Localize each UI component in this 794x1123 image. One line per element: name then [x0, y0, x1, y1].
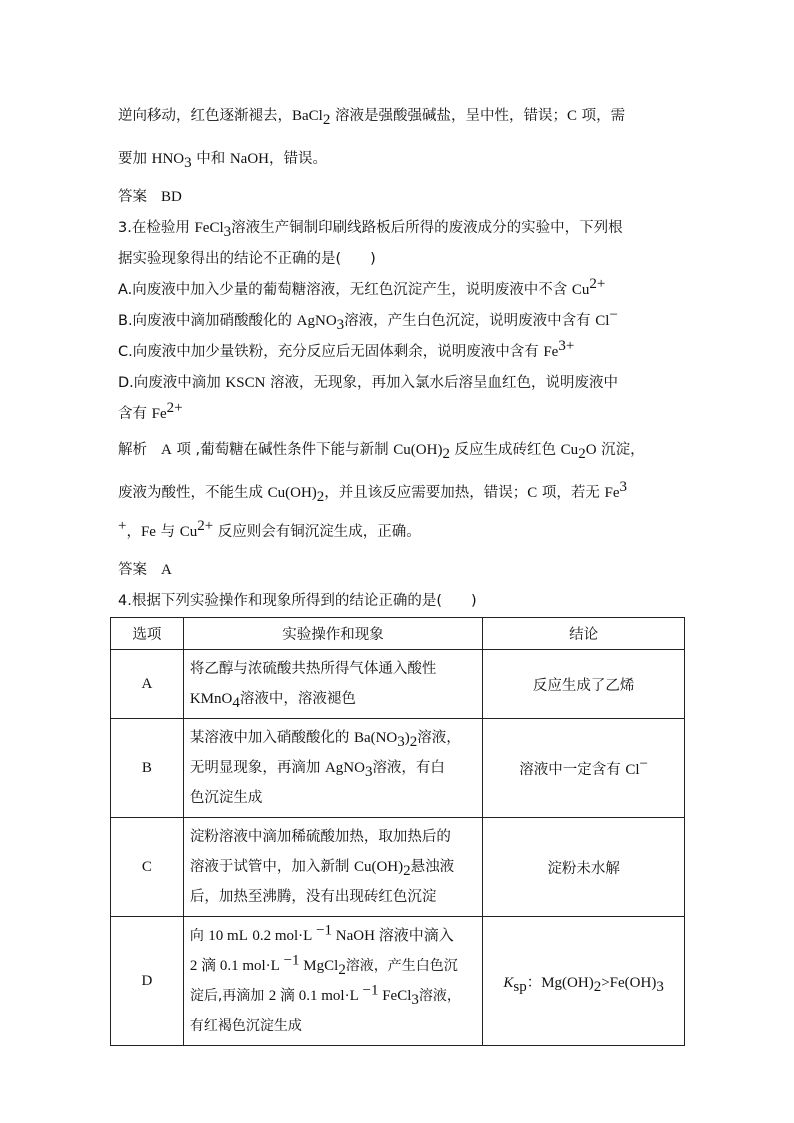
experiment-table [110, 617, 685, 1046]
table-row [111, 719, 685, 818]
answer-label: 答案 [118, 189, 147, 205]
paragraph-line: 要加 $HNO_3$ 中和 NaOH，错误。 [118, 151, 327, 171]
option-d: D.向废液中滴加 KSCN 溶液，无现象，再加入氯水后溶呈血红色，说明废液中 [118, 375, 619, 391]
option-c: C.向废液中加少量铁粉，充分反应后无固体剩余，说明废液中含有 $Fe^{3+}$ [118, 338, 575, 360]
conclusion-cell: 反应生成了乙烯 [483, 650, 685, 719]
option-cell: D [111, 917, 184, 1046]
operation-cell: 向 10 mL 0.2 mol·L $^{-1}$ NaOH 溶液中滴入 2 滴 0.1 mol·L $^{-1}$ MgCl$_2$溶液，产生白色沉 淀后,再滴加 2 滴 0.1 mol·L $^{-1}$ FeCl$_3$溶液， 有红褐色沉淀生成 [183, 917, 482, 1046]
option-cell: B [111, 719, 184, 818]
column-header: 选项 [111, 618, 184, 650]
question-stem: 3.在检验用 FeCl$_3$溶液生产铜制印刷线路板后所得的废液成分的实验中，下列根 [118, 220, 623, 240]
operation-cell: 某溶液中加入硝酸酸化的 $Ba(NO_3)_2$溶液， 无明显现象，再滴加 AgNO$_3$溶液，有白 色沉淀生成 [183, 719, 482, 818]
question-stem: 4.根据下列实验操作和现象所得到的结论正确的是( ) [118, 593, 477, 609]
question-stem: 据实验现象得出的结论不正确的是( ) [118, 251, 376, 267]
option-cell: C [111, 818, 184, 917]
explanation-line: +，Fe 与 $Cu^{2+}$ 反应则会有铜沉淀生成，正确。 [118, 518, 421, 540]
table-row [111, 818, 685, 917]
column-header: 实验操作和现象 [183, 618, 482, 650]
option-b: B.向废液中滴加硝酸酸化的 AgNO$_3$溶液，产生白色沉淀，说明废液中含有 Cl− [118, 307, 618, 333]
explanation-label: 解析 [118, 442, 147, 458]
answer-label: 答案 [118, 562, 147, 578]
conclusion-cell: $K_{sp}$：$Mg(OH)_2>Fe(OH)_3$ [483, 917, 685, 1046]
table-header-row [111, 618, 685, 650]
operation-cell: 淀粉溶液中滴加稀硫酸加热，取加热后的 溶液于试管中，加入新制 $Cu(OH)_2$悬浊液 后，加热至沸腾，没有出现砖红色沉淀 [183, 818, 482, 917]
table-row [111, 650, 685, 719]
option-d-cont: 含有 $Fe^{2+}$ [118, 400, 183, 422]
paragraph-line: 逆向移动，红色逐渐褪去，BaCl$_2$ 溶液是强酸强碱盐，呈中性，错误；C 项，需 [118, 108, 626, 128]
explanation-line: 解析 A 项 ,葡萄糖在碱性条件下能与新制 $Cu(OH)_2$ 反应生成砖红色 $Cu_2O$ 沉淀， [118, 442, 645, 462]
explanation-line: 废液为酸性，不能生成 $Cu(OH)_2$，并且该反应需要加热，错误；C 项，若无 Fe$^3$ [118, 479, 628, 505]
operation-cell: 将乙醇与浓硫酸共热所得气体通入酸性 KMnO$_4$溶液中，溶液褪色 [183, 650, 482, 719]
option-a: A.向废液中加入少量的葡萄糖溶液，无红色沉淀产生，说明废液中不含 $Cu^{2+}$ [118, 276, 606, 298]
option-cell: A [111, 650, 184, 719]
table-row [111, 917, 685, 1046]
answer-line [118, 560, 172, 580]
answer-value: A [161, 562, 172, 578]
column-header: 结论 [483, 618, 685, 650]
conclusion-cell: 溶液中一定含有 Cl− [483, 719, 685, 818]
conclusion-cell: 淀粉未水解 [483, 818, 685, 917]
answer-line [118, 187, 182, 207]
answer-value: BD [161, 189, 182, 205]
